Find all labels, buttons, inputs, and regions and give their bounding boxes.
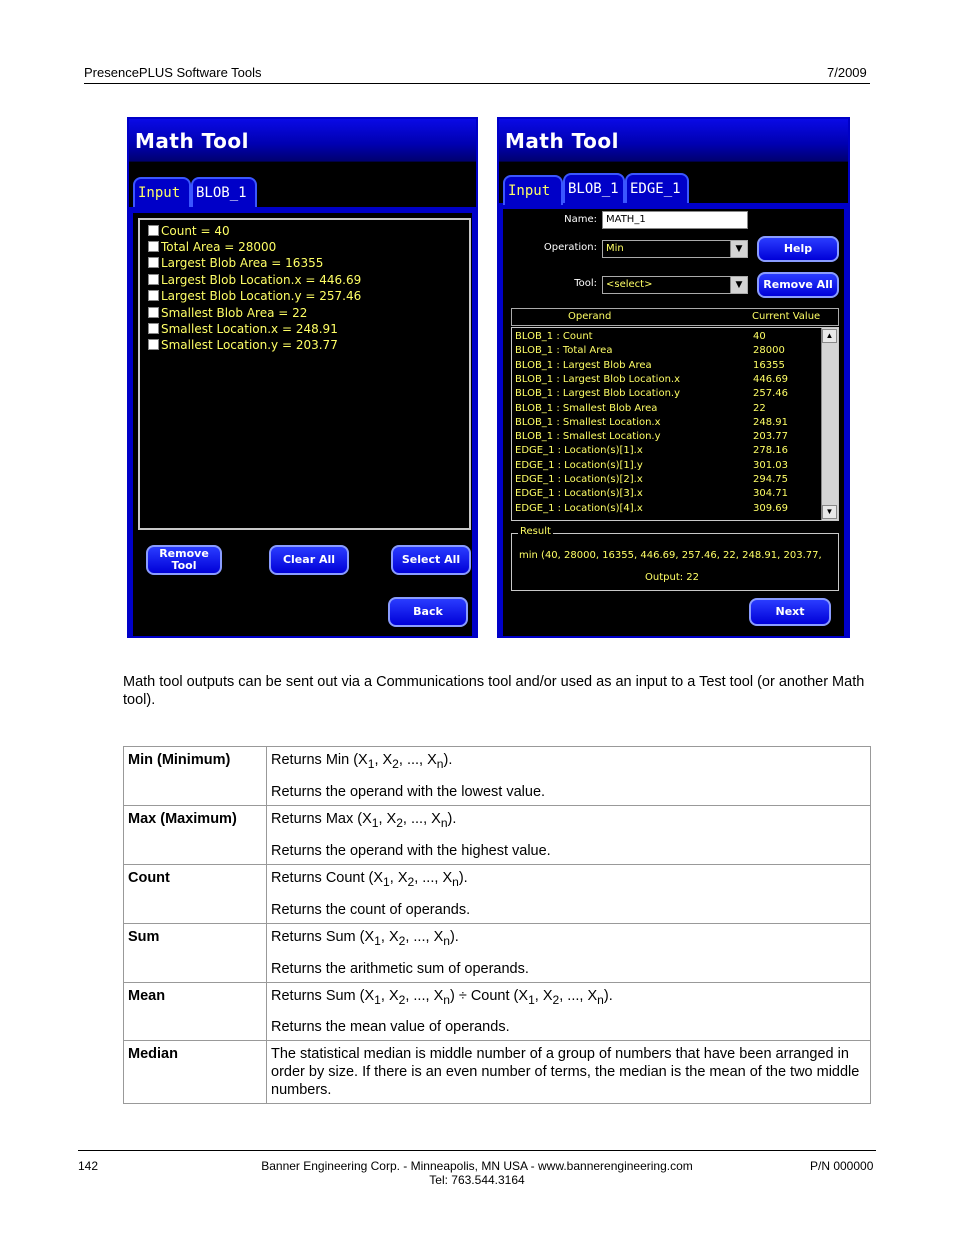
function-description <box>267 805 871 864</box>
operand-cell: BLOB_1 : Largest Blob Area <box>515 359 652 371</box>
value-cell: 304.71 <box>753 488 788 500</box>
name-label: Name: <box>564 214 597 225</box>
part-number: P/N 000000 <box>810 1159 874 1173</box>
function-summary: Returns the operand with the highest value. <box>271 842 551 859</box>
header-rule <box>84 83 870 84</box>
math-function-table <box>123 746 871 1104</box>
variable: X <box>542 987 553 1004</box>
table-row[interactable] <box>515 488 820 499</box>
table-row[interactable] <box>515 360 820 371</box>
math-tool-panel-operation <box>497 117 850 638</box>
function-summary: Returns the arithmetic sum of operands. <box>271 960 529 977</box>
body-paragraph: Math tool outputs can be sent out via a Communications tool and/or used as an input to a Test tool (or another Math tool). <box>123 674 865 708</box>
operand-cell: EDGE_1 : Location(s)[4].x <box>515 502 643 514</box>
operand-cell: BLOB_1 : Largest Blob Location.y <box>515 388 681 400</box>
table-row <box>124 747 871 806</box>
function-name: Sum <box>124 923 267 982</box>
ellipsis: ... <box>567 987 580 1004</box>
function-formula: Returns Count ($X_1$, $X_2$, ..., $X_n$). <box>271 869 468 889</box>
value-cell: 294.75 <box>753 474 788 485</box>
function-keyword: Sum <box>325 987 356 1004</box>
returns-word: Returns <box>271 869 322 886</box>
remove-all-button[interactable]: Remove All <box>757 272 839 298</box>
function-formula: Returns Sum ($X_1$, $X_2$, ..., $X_n$) ÷ Count ($X_1$, $X_2$, ..., $X_n$). <box>271 987 613 1007</box>
variable: X <box>587 987 598 1004</box>
function-keyword: Sum <box>325 928 356 945</box>
ellipsis: ... <box>406 752 420 768</box>
table-row[interactable] <box>515 474 820 485</box>
checkbox-largest-blob-area[interactable]: Largest Blob Area = 16355 <box>148 256 323 270</box>
help-button[interactable]: Help <box>757 236 839 262</box>
function-keyword: Count <box>470 987 510 1004</box>
checkbox-smallest-blob-area[interactable]: Smallest Blob Area = 22 <box>148 306 307 320</box>
variable: X <box>382 752 393 768</box>
function-summary: Returns the mean value of operands. <box>271 1019 510 1036</box>
subscript: 1 <box>367 756 375 771</box>
variable: X <box>386 810 397 827</box>
function-keyword: Min <box>325 752 350 768</box>
panel-title: Math Tool <box>505 129 619 153</box>
table-row <box>124 805 871 864</box>
frame-right <box>472 207 476 636</box>
panel-title: Math Tool <box>135 129 249 153</box>
value-cell: 301.03 <box>753 459 788 471</box>
tab-input[interactable]: Input <box>133 177 191 207</box>
function-summary: The statistical median is middle number of a group of numbers that have been arranged in order by size. If there is an even number of terms, the median is the mean of the two middle numbers. <box>271 1046 860 1099</box>
result-box <box>511 526 839 591</box>
subscript: n <box>443 992 450 1007</box>
value-cell: 16355 <box>753 359 785 371</box>
tab-baseline <box>129 207 476 213</box>
returns-word: Returns <box>271 928 322 945</box>
function-keyword: Max <box>325 810 354 827</box>
function-description <box>267 923 871 982</box>
function-name: Count <box>124 864 267 923</box>
subscript: 2 <box>398 992 406 1007</box>
remove-tool-button[interactable]: Remove Tool <box>146 545 222 575</box>
checkbox-smallest-location-x[interactable]: Smallest Location.x = 248.91 <box>148 322 338 336</box>
tab-blob-1[interactable]: BLOB_1 <box>563 173 625 203</box>
subscript: 2 <box>552 992 560 1007</box>
operand-cell: EDGE_1 : Location(s)[1].y <box>515 459 643 471</box>
select-all-button[interactable]: Select All <box>391 545 471 575</box>
result-output: Output: 22 <box>645 572 700 583</box>
variable: X <box>433 928 444 945</box>
scroll-down-icon[interactable]: ▼ <box>822 505 837 519</box>
function-description <box>267 747 871 806</box>
checkbox-largest-blob-location-x[interactable]: Largest Blob Location.x = 446.69 <box>148 273 361 287</box>
function-summary: Returns the operand with the lowest value. <box>271 783 546 800</box>
table-row <box>124 982 871 1041</box>
returns-word: Returns <box>271 810 322 827</box>
tool-select[interactable]: <select> ▼ <box>602 276 748 294</box>
back-button[interactable]: Back <box>388 597 468 627</box>
function-summary: Returns the count of operands. <box>271 901 471 918</box>
operand-cell: BLOB_1 : Total Area <box>515 345 613 357</box>
table-row[interactable] <box>515 388 820 399</box>
table-row[interactable] <box>515 331 820 342</box>
tab-edge-1[interactable]: EDGE_1 <box>625 173 689 203</box>
operand-cell: BLOB_1 : Smallest Location.y <box>515 431 661 443</box>
table-row[interactable] <box>515 345 820 356</box>
table-row[interactable] <box>515 374 820 385</box>
table-row[interactable] <box>515 431 820 442</box>
ellipsis: ... <box>410 810 424 827</box>
variable: X <box>427 752 437 768</box>
subscript: 1 <box>383 874 390 889</box>
header-title: PresencePLUS Software Tools <box>84 65 262 80</box>
variable: X <box>358 752 368 768</box>
value-cell: 446.69 <box>753 373 788 385</box>
result-formula: min (40, 28000, 16355, 446.69, 257.46, 22, 248.91, 203.77, <box>519 550 822 561</box>
variable: X <box>388 987 399 1004</box>
subscript: n <box>443 933 450 948</box>
tool-label: Tool: <box>574 278 597 289</box>
title-bar <box>499 119 848 162</box>
operand-cell: BLOB_1 : Smallest Blob Area <box>515 402 658 414</box>
divide-sign: ÷ <box>458 987 467 1004</box>
clear-all-button[interactable]: Clear All <box>269 545 349 575</box>
variable: X <box>388 928 399 945</box>
ellipsis: ... <box>422 869 435 886</box>
operand-column-header: Operand <box>568 311 612 322</box>
subscript: n <box>597 992 604 1007</box>
returns-word: Returns <box>271 987 322 1004</box>
table-row <box>124 923 871 982</box>
result-label: Result <box>520 526 551 537</box>
subscript: 2 <box>407 874 415 889</box>
operation-select[interactable]: Min ▼ <box>602 240 748 258</box>
operation-label: Operation: <box>543 242 597 253</box>
function-name: Min (Minimum) <box>124 747 267 806</box>
tab-input[interactable]: Input <box>503 175 563 205</box>
subscript: 2 <box>398 933 406 948</box>
value-cell: 278.16 <box>753 445 788 457</box>
title-bar <box>129 119 476 162</box>
value-column-header: Current Value <box>752 311 821 322</box>
ellipsis: ... <box>413 987 426 1004</box>
function-name: Max (Maximum) <box>124 805 267 864</box>
header-date: 7/2009 <box>827 65 867 80</box>
operand-checklist[interactable] <box>138 218 471 530</box>
function-name: Mean <box>124 982 267 1041</box>
next-button[interactable]: Next <box>749 598 831 626</box>
subscript: n <box>436 756 444 771</box>
scroll-up-icon[interactable]: ▲ <box>822 329 837 343</box>
subscript: 1 <box>371 815 379 830</box>
chevron-down-icon[interactable]: ▼ <box>730 241 747 257</box>
variable: X <box>362 810 372 827</box>
function-description <box>267 1041 871 1104</box>
footer-rule <box>78 1150 876 1151</box>
table-row[interactable] <box>515 503 820 514</box>
table-row[interactable] <box>515 417 820 428</box>
frame-right <box>844 203 848 636</box>
table-row <box>124 864 871 923</box>
operand-cell: BLOB_1 : Largest Blob Location.x <box>515 373 681 385</box>
name-input[interactable]: MATH_1 <box>602 211 748 229</box>
checkbox-total-area[interactable]: Total Area = 28000 <box>148 240 276 254</box>
table-row[interactable] <box>515 460 820 471</box>
tab-blob-1[interactable]: BLOB_1 <box>191 177 257 207</box>
value-cell: 257.46 <box>753 388 788 400</box>
function-keyword: Count <box>325 869 365 886</box>
function-description <box>267 864 871 923</box>
function-formula: Returns Max ($X_1$, $X_2$, ..., $X_n$). <box>271 810 457 830</box>
variable: X <box>518 987 529 1004</box>
subscript: 1 <box>374 933 381 948</box>
variable: X <box>364 928 375 945</box>
returns-word: Returns <box>271 752 322 768</box>
function-formula: Returns Sum ($X_1$, $X_2$, ..., $X_n$). <box>271 928 459 948</box>
operand-cell: BLOB_1 : Smallest Location.x <box>515 416 661 428</box>
operand-cell: BLOB_1 : Count <box>515 331 593 342</box>
table-row[interactable] <box>515 445 820 456</box>
value-cell: 309.69 <box>753 502 788 514</box>
footer-company: Banner Engineering Corp. - Minneapolis, MN USA - www.bannerengineering.com Tel: 763.544.3164 <box>261 1159 693 1187</box>
chevron-down-icon[interactable]: ▼ <box>730 277 747 293</box>
operand-cell: EDGE_1 : Location(s)[2].x <box>515 474 643 485</box>
subscript: 2 <box>396 815 403 830</box>
operand-table-header <box>511 308 839 326</box>
ellipsis: ... <box>413 928 426 945</box>
page-number: 142 <box>78 1159 99 1173</box>
operand-cell: EDGE_1 : Location(s)[3].x <box>515 488 643 500</box>
function-name: Median <box>124 1041 267 1104</box>
variable: X <box>433 987 444 1004</box>
subscript: 2 <box>392 756 399 771</box>
variable: X <box>364 987 375 1004</box>
frame-left <box>129 207 133 636</box>
operand-table[interactable] <box>511 327 839 521</box>
variable: X <box>442 869 453 886</box>
function-formula: Returns Min ($X_1$, $X_2$, ..., $X_n$). <box>271 752 453 771</box>
math-tool-panel-input <box>127 117 478 638</box>
variable: X <box>397 869 408 886</box>
checkbox-smallest-location-y[interactable]: Smallest Location.y = 203.77 <box>148 338 338 352</box>
value-cell: 22 <box>753 402 766 414</box>
table-row[interactable] <box>515 403 820 414</box>
variable: X <box>431 810 441 827</box>
value-cell: 28000 <box>753 345 785 357</box>
subscript: 1 <box>528 992 535 1007</box>
value-cell: 248.91 <box>753 416 788 428</box>
variable: X <box>373 869 384 886</box>
value-cell: 40 <box>753 331 766 342</box>
value-cell: 203.77 <box>753 431 788 443</box>
table-row <box>124 1041 871 1104</box>
frame-left <box>499 203 503 636</box>
subscript: 1 <box>374 992 381 1007</box>
vertical-scrollbar[interactable] <box>821 328 838 520</box>
subscript: n <box>440 815 448 830</box>
function-description <box>267 982 871 1041</box>
operand-cell: EDGE_1 : Location(s)[1].x <box>515 445 643 457</box>
checkbox-count[interactable]: Count = 40 <box>148 224 230 238</box>
subscript: n <box>452 874 459 889</box>
checkbox-largest-blob-location-y[interactable]: Largest Blob Location.y = 257.46 <box>148 289 361 303</box>
